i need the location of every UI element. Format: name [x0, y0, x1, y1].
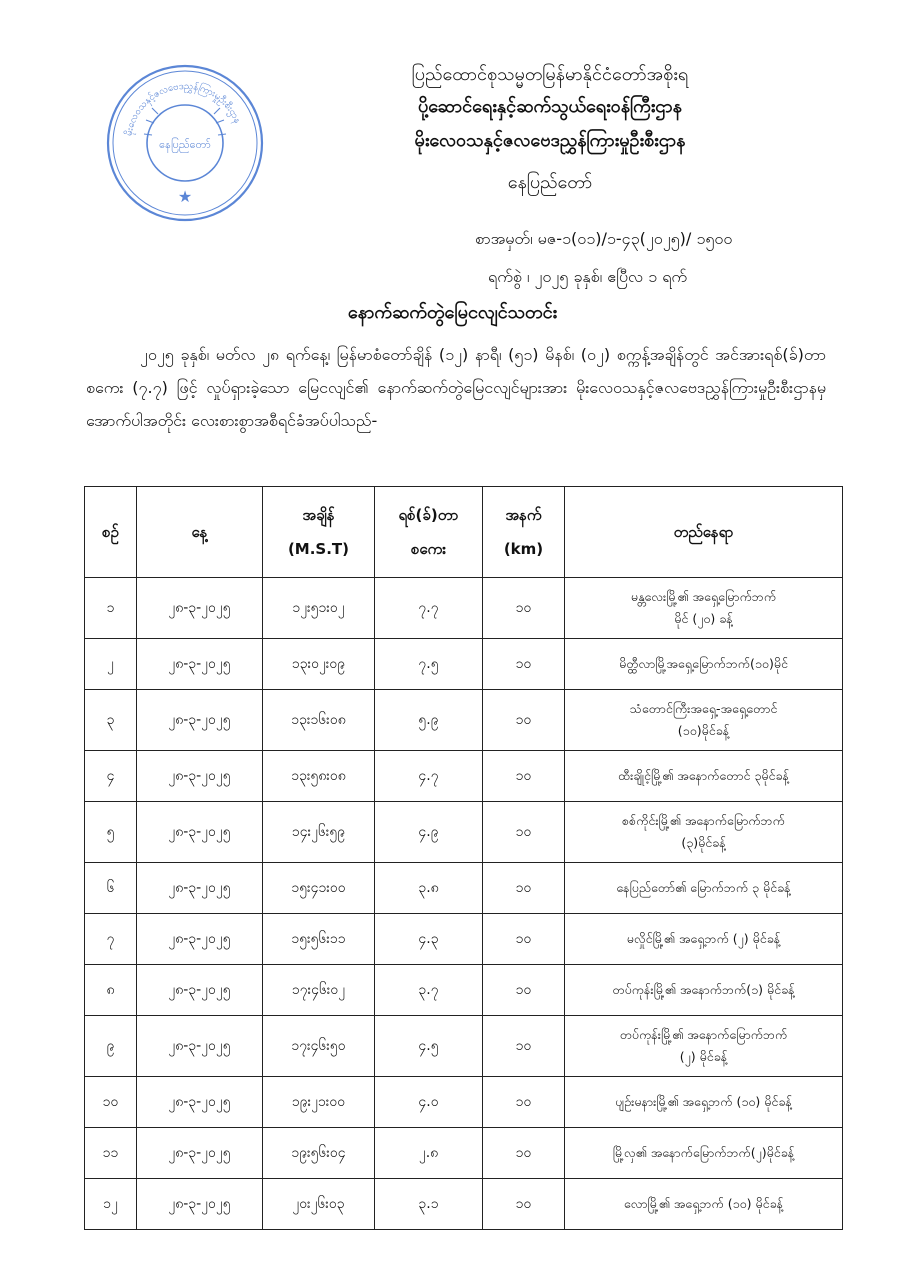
star-icon: ★ — [177, 187, 193, 206]
row-location: လောမြို့၏ အရှေ့ဘက် (၁၀) မိုင်ခန့် — [565, 1179, 843, 1230]
table-row — [85, 578, 843, 639]
row-time: ၁၅း၄၁း၀၀ — [263, 863, 375, 914]
row-time: ၁၉း၂၁း၀၀ — [263, 1077, 375, 1128]
document-title: နောက်ဆက်တွဲမြေငလျင်သတင်း — [347, 302, 558, 323]
row-depth: ၁၀ — [483, 751, 565, 802]
row-magnitude: ၃.၇ — [375, 965, 483, 1016]
row-date: ၂၈-၃-၂၀၂၅ — [137, 965, 263, 1016]
row-time: ၁၇း၄၆း၅၀ — [263, 1016, 375, 1077]
table-row — [85, 1128, 843, 1179]
row-location: သံတောင်ကြီးအရှေ့-အရှေ့တောင် (၁၀)မိုင်ခန့် — [565, 690, 843, 751]
table-header-row — [85, 487, 843, 578]
row-date: ၂၈-၃-၂၀၂၅ — [137, 1077, 263, 1128]
reference-number: စာအမှတ်၊ မဇ-၁(၀၁)/၁-၄၃(၂၀၂၅)/ ၁၅၀၀ — [475, 229, 733, 248]
table-row — [85, 802, 843, 863]
row-no: ၅ — [85, 802, 137, 863]
header-magnitude: ရစ်(ခ်)တာ စကေး — [375, 487, 483, 578]
body-paragraph: ၂၀၂၅ ခုနှစ်၊ မတ်လ ၂၈ ရက်နေ့၊ မြန်မာစံတော်ချိန် (၁၂) နာရီ၊ (၅၁) မိနစ်၊ (၀၂) စက္ကန့်အချိန်တွင် အင်အားရစ်(ခ်)တာစကေး (၇.၇) ဖြင့် လှုပ်ရှားခဲ့သော မြေငလျင်၏ နောက်ဆက်တွဲမြေငလျင်များအား မိုးလေဝသနှင့်ဇလဗေဒညွှန်ကြားမှုဦးစီးဌာနမှ အောက်ပါအတိုင်း လေးစားစွာအစီရင်ခံအပ်ပါသည်- — [86, 345, 826, 430]
city-name: နေပြည်တော် — [507, 172, 593, 193]
row-no: ၃ — [85, 690, 137, 751]
row-magnitude: ၄.၀ — [375, 1077, 483, 1128]
row-magnitude: ၇.၅ — [375, 639, 483, 690]
row-magnitude: ၄.၇ — [375, 751, 483, 802]
row-depth: ၁၀ — [483, 1016, 565, 1077]
table-row — [85, 914, 843, 965]
row-date: ၂၈-၃-၂၀၂၅ — [137, 863, 263, 914]
table-row — [85, 639, 843, 690]
row-location: မလှိုင်မြို့၏ အရှေ့ဘက် (၂) မိုင်ခန့် — [565, 914, 843, 965]
row-magnitude: ၄.၅ — [375, 1016, 483, 1077]
header-location: တည်နေရာ — [565, 487, 843, 578]
row-time: ၁၃း၀၂း၀၉ — [263, 639, 375, 690]
row-location: တပ်ကုန်းမြို့၏ အနောက်မြောက်ဘက် (၂) မိုင်ခန့် — [565, 1016, 843, 1077]
table-row — [85, 1016, 843, 1077]
row-date: ၂၈-၃-၂၀၂၅ — [137, 578, 263, 639]
row-magnitude: ၅.၉ — [375, 690, 483, 751]
row-time: ၁၃း၅၈း၀၈ — [263, 751, 375, 802]
table-row — [85, 863, 843, 914]
seal-graphic — [104, 62, 266, 224]
row-no: ၂ — [85, 639, 137, 690]
row-depth: ၁၀ — [483, 578, 565, 639]
row-magnitude: ၃.၁ — [375, 1179, 483, 1230]
row-depth: ၁၀ — [483, 863, 565, 914]
header-time: အချိန် (M.S.T) — [263, 487, 375, 578]
table-row — [85, 690, 843, 751]
row-time: ၁၃း၁၆း၀၈ — [263, 690, 375, 751]
header-depth: အနက် (km) — [483, 487, 565, 578]
row-time: ၁၅း၅၆း၁၁ — [263, 914, 375, 965]
row-no: ၆ — [85, 863, 137, 914]
row-no: ၄ — [85, 751, 137, 802]
government-name: ပြည်ထောင်စုသမ္မတမြန်မာနိုင်ငံတော်အစိုးရ — [411, 64, 689, 85]
row-time: ၁၇း၄၆း၀၂ — [263, 965, 375, 1016]
row-date: ၂၈-၃-၂၀၂၅ — [137, 1016, 263, 1077]
row-magnitude: ၃.၈ — [375, 863, 483, 914]
row-location: မန္တလေးမြို့၏ အရှေ့မြောက်ဘက် မိုင် (၂၀) ခန့် — [565, 578, 843, 639]
row-location: တပ်ကုန်းမြို့၏ အနောက်ဘက်(၁) မိုင်ခန့် — [565, 965, 843, 1016]
row-no: ၁၂ — [85, 1179, 137, 1230]
row-magnitude: ၄.၃ — [375, 914, 483, 965]
row-depth: ၁၀ — [483, 1077, 565, 1128]
row-depth: ၁၀ — [483, 914, 565, 965]
row-no: ၁၁ — [85, 1128, 137, 1179]
row-depth: ၁၀ — [483, 1179, 565, 1230]
table-row — [85, 1077, 843, 1128]
row-depth: ၁၀ — [483, 639, 565, 690]
row-location: နေပြည်တော်၏ မြောက်ဘက် ၃ မိုင်ခန့် — [565, 863, 843, 914]
table-row — [85, 1179, 843, 1230]
row-location: ထီးချိုင့်မြို့၏ အနောက်တောင် ၃မိုင်ခန့် — [565, 751, 843, 802]
row-no: ၇ — [85, 914, 137, 965]
row-date: ၂၈-၃-၂၀၂၅ — [137, 690, 263, 751]
row-date: ၂၈-၃-၂၀၂၅ — [137, 914, 263, 965]
table-row — [85, 965, 843, 1016]
department-seal — [104, 62, 266, 224]
seal-ring-text: မိုးလေဝသနှင့်ဇလဗေဒညွှန်ကြားမှုဦးစီးဌာန — [123, 80, 243, 137]
row-location: မြို့လှ၏ အနောက်မြောက်ဘက်(၂)မိုင်ခန့် — [565, 1128, 843, 1179]
aftershock-table — [84, 486, 843, 1230]
header-no: စဉ် — [85, 487, 137, 578]
ministry-name: ပို့ဆောင်ရေးနှင့်ဆက်သွယ်ရေးဝန်ကြီးဌာန — [418, 96, 682, 117]
row-no: ၈ — [85, 965, 137, 1016]
document-date: ရက်စွဲ ၊ ၂၀၂၅ ခုနှစ်၊ ဧပြီလ ၁ ရက် — [488, 267, 688, 286]
header-date: နေ့ — [137, 487, 263, 578]
row-location: စစ်ကိုင်းမြို့၏ အနောက်မြောက်ဘက် (၃)မိုင်ခန့် — [565, 802, 843, 863]
row-depth: ၁၀ — [483, 802, 565, 863]
row-no: ၁၀ — [85, 1077, 137, 1128]
row-time: ၂၀း၂၆း၀၃ — [263, 1179, 375, 1230]
row-date: ၂၈-၃-၂၀၂၅ — [137, 751, 263, 802]
row-time: ၁၉း၅၆း၀၄ — [263, 1128, 375, 1179]
row-date: ၂၈-၃-၂၀၂၅ — [137, 1179, 263, 1230]
row-location: ပျဉ်းမနားမြို့၏ အရှေ့ဘက် (၁၀) မိုင်ခန့် — [565, 1077, 843, 1128]
row-no: ၉ — [85, 1016, 137, 1077]
row-date: ၂၈-၃-၂၀၂၅ — [137, 639, 263, 690]
row-depth: ၁၀ — [483, 690, 565, 751]
department-name: မိုးလေဝသနှင့်ဇလဗေဒညွှန်ကြားမှုဦးစီးဌာန — [414, 130, 686, 151]
row-depth: ၁၀ — [483, 1128, 565, 1179]
row-magnitude: ၂.၈ — [375, 1128, 483, 1179]
row-date: ၂၈-၃-၂၀၂၅ — [137, 802, 263, 863]
table-row — [85, 751, 843, 802]
row-location: မိတ္ထီလာမြို့အရှေ့မြောက်ဘက်(၁၀)မိုင် — [565, 639, 843, 690]
row-magnitude: ၄.၉ — [375, 802, 483, 863]
row-magnitude: ၇.၇ — [375, 578, 483, 639]
row-depth: ၁၀ — [483, 965, 565, 1016]
row-no: ၁ — [85, 578, 137, 639]
row-time: ၁၄း၂၆း၅၉ — [263, 802, 375, 863]
row-date: ၂၈-၃-၂၀၂၅ — [137, 1128, 263, 1179]
seal-center-text: နေပြည်တော် — [159, 138, 211, 151]
row-time: ၁၂း၅၁း၀၂ — [263, 578, 375, 639]
